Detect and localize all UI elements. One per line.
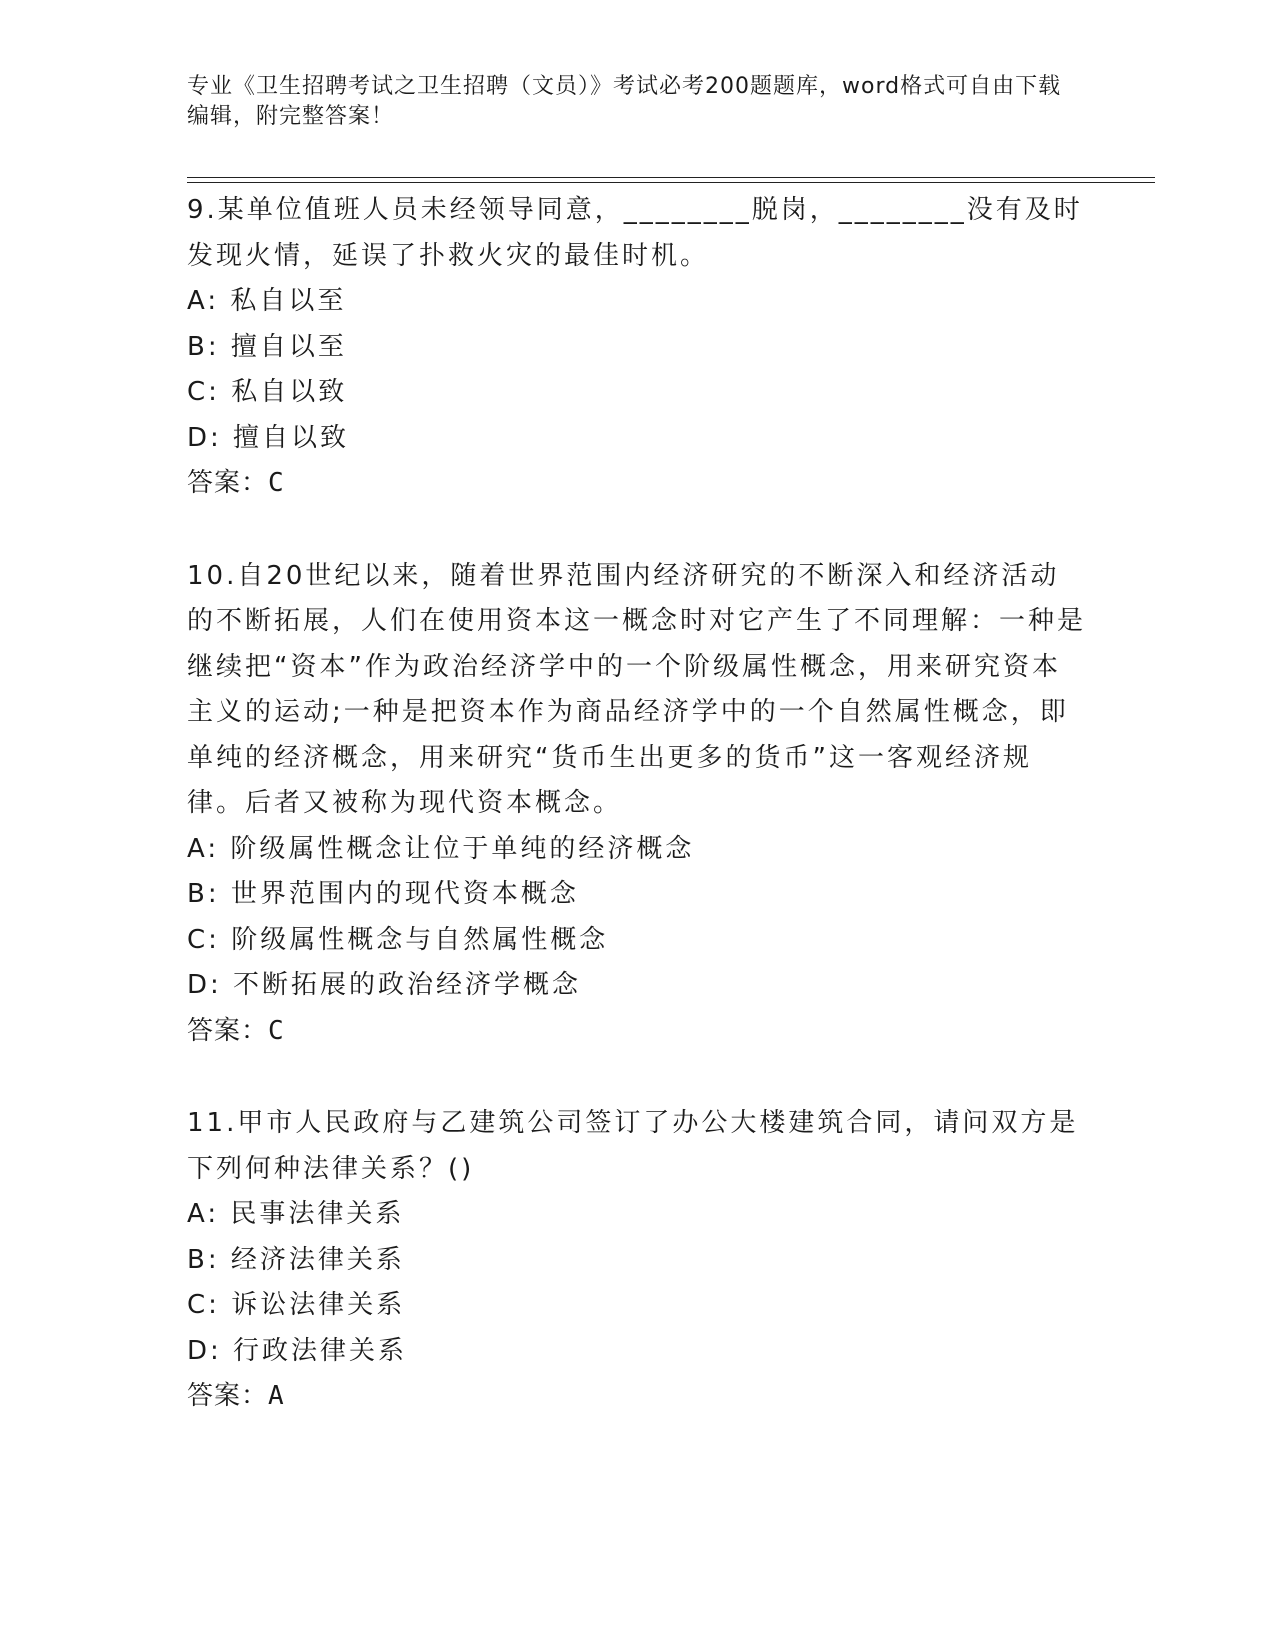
option-key: A:	[187, 1199, 220, 1229]
answer-value: A	[268, 1381, 285, 1411]
header-text: 专业《卫生招聘考试之卫生招聘（文员）》考试必考200题题库，word格式可自由下载编辑，附完整答案！	[187, 74, 1062, 129]
option-text: 阶级属性概念让位于单纯的经济概念	[230, 833, 695, 864]
question-list	[187, 188, 1087, 1467]
question-text: 11.甲市人民政府与乙建筑公司签订了办公大楼建筑合同，请问双方是下列何种法律关系？()	[187, 1108, 1079, 1184]
option-key: A:	[187, 833, 220, 864]
option-b	[187, 325, 1087, 371]
header-divider-top	[187, 177, 1155, 178]
option-c	[187, 1283, 1087, 1329]
question-10	[187, 554, 1087, 1055]
option-c	[187, 918, 1087, 964]
option-a	[187, 827, 1087, 873]
option-text: 擅自以致	[233, 422, 350, 453]
option-text: 诉讼法律关系	[231, 1290, 406, 1320]
option-key: B:	[187, 331, 220, 362]
option-text: 不断拓展的政治经济学概念	[233, 970, 582, 1000]
header-divider-bottom	[187, 182, 1155, 183]
answer-line	[187, 1009, 1087, 1055]
option-key: D:	[187, 970, 222, 1000]
option-text: 阶级属性概念与自然属性概念	[231, 924, 609, 955]
answer-value: C	[268, 468, 285, 498]
question-text: 9.某单位值班人员未经领导同意，________脱岗，________没有及时发现火情，延误了扑救火灾的最佳时机。	[187, 195, 1083, 271]
option-a	[187, 279, 1087, 325]
answer-line	[187, 461, 1087, 507]
option-text: 经济法律关系	[230, 1244, 405, 1275]
answer-label: 答案：	[187, 1015, 269, 1046]
answer-value: C	[268, 1015, 285, 1046]
question-11	[187, 1101, 1087, 1420]
answer-label: 答案：	[187, 468, 269, 498]
option-key: D:	[187, 422, 222, 453]
option-key: B:	[187, 1244, 220, 1275]
option-d	[187, 1329, 1087, 1375]
option-text: 私自以至	[230, 286, 347, 316]
question-text: 10.自20世纪以来，随着世界范围内经济研究的不断深入和经济活动的不断拓展，人们在使用资本这一概念时对它产生了不同理解：一种是继续把“资本”作为政治经济学中的一个阶级属性概念，用来研究资本主义的运动;一种是把资本作为商品经济学中的一个自然属性概念，即单纯的经济概念，用来研究“货币生出更多的货币”这一客观经济规律。后者又被称为现代资本概念。	[187, 560, 1087, 818]
option-text: 世界范围内的现代资本概念	[230, 879, 579, 909]
option-key: C:	[187, 924, 220, 955]
document-header	[187, 72, 1077, 132]
answer-label: 答案：	[187, 1381, 269, 1411]
option-a	[187, 1192, 1087, 1238]
option-text: 私自以致	[231, 377, 348, 407]
option-key: A:	[187, 286, 220, 316]
option-key: C:	[187, 377, 220, 407]
answer-line	[187, 1374, 1087, 1420]
option-key: C:	[187, 1290, 220, 1320]
option-text: 民事法律关系	[230, 1199, 405, 1229]
option-text: 擅自以至	[230, 331, 347, 362]
option-key: B:	[187, 879, 220, 909]
option-key: D:	[187, 1335, 222, 1366]
option-d	[187, 416, 1087, 462]
question-9	[187, 188, 1087, 507]
option-b	[187, 1238, 1087, 1284]
option-text: 行政法律关系	[233, 1335, 408, 1366]
option-c	[187, 370, 1087, 416]
option-b	[187, 872, 1087, 918]
option-d	[187, 963, 1087, 1009]
